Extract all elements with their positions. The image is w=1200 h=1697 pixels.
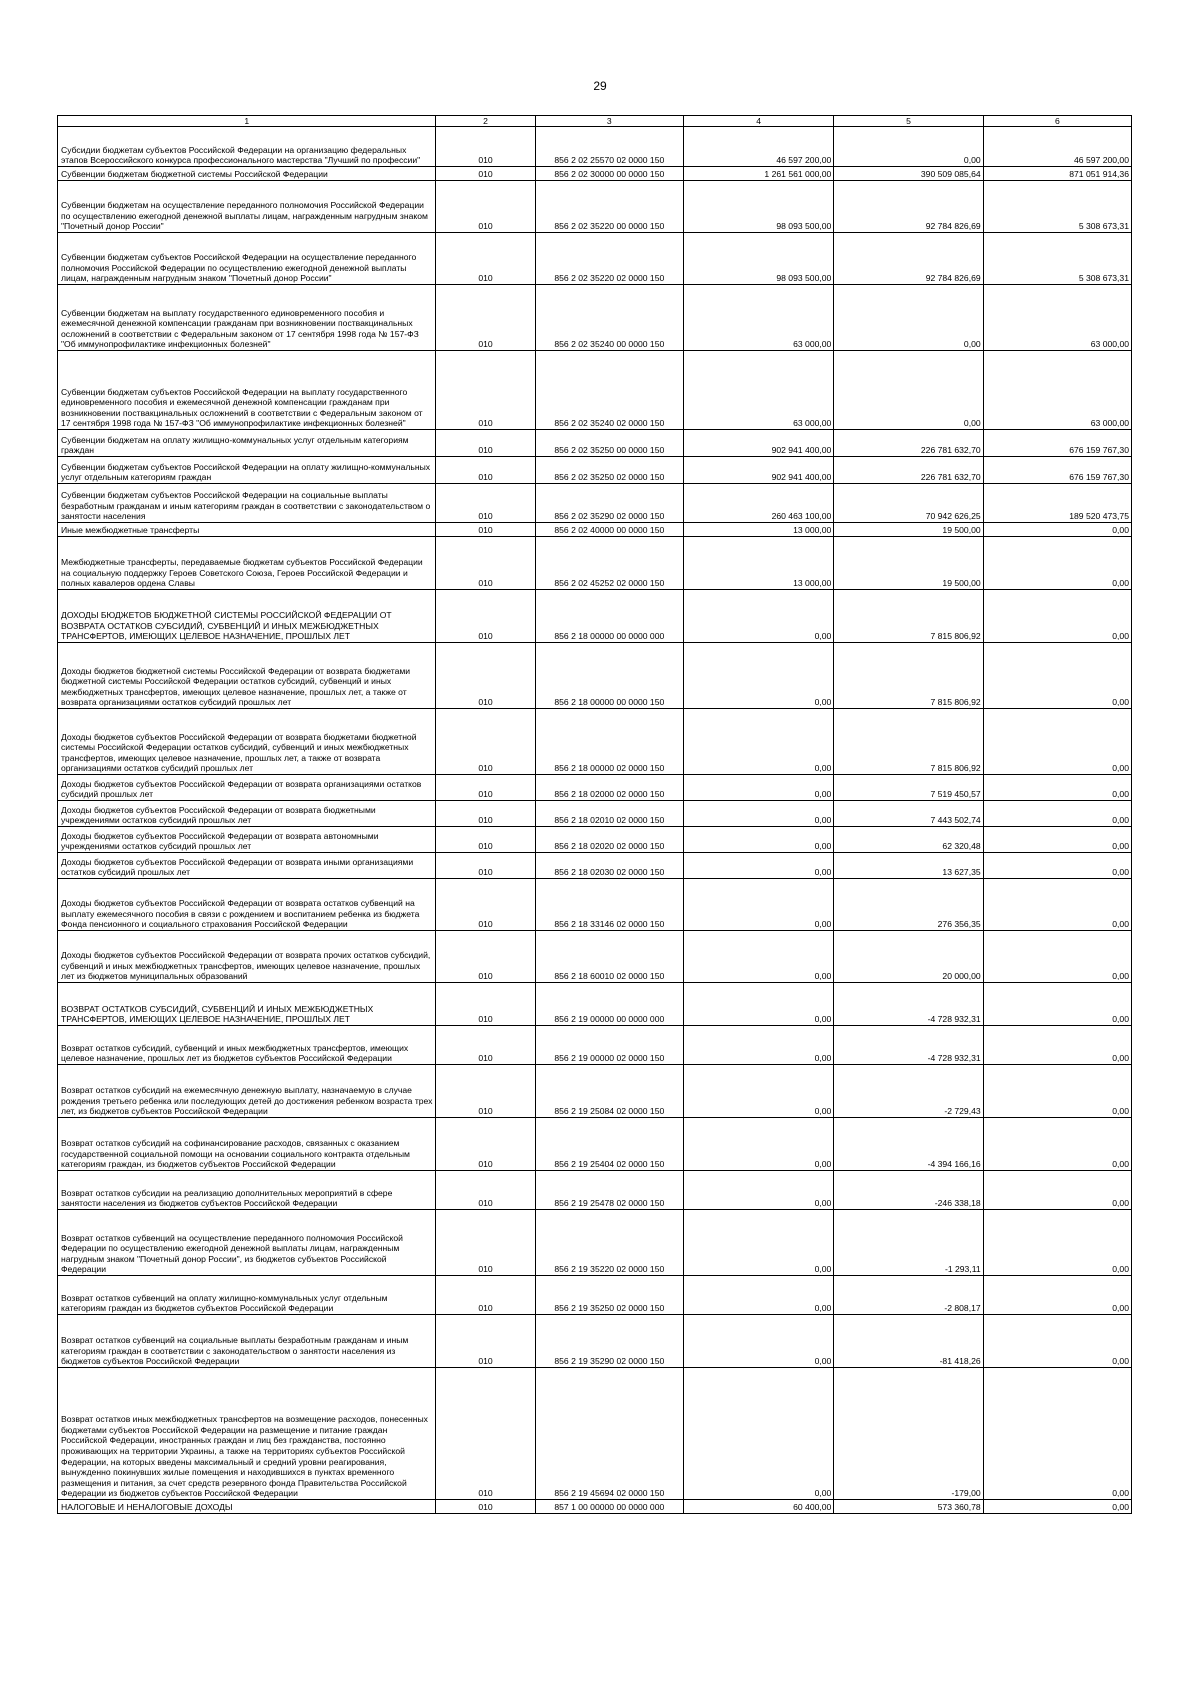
- row-line-code: 010: [436, 879, 535, 931]
- row-name: Доходы бюджетов субъектов Российской Федерации от возврата бюджетными учреждениями остатков субсидий прошлых лет: [58, 801, 436, 827]
- row-approved: 0,00: [683, 643, 833, 709]
- row-line-code: 010: [436, 1118, 535, 1171]
- row-income-code: 856 2 02 35220 02 0000 150: [535, 233, 683, 285]
- row-approved: 0,00: [683, 1118, 833, 1171]
- row-income-code: 856 2 02 30000 00 0000 150: [535, 167, 683, 181]
- row-line-code: 010: [436, 1026, 535, 1065]
- table-row: [58, 1210, 1132, 1276]
- row-name: Субсидии бюджетам субъектов Российской Федерации на организацию федеральных этапов Всероссийского конкурса профессионального мастерства "Лучший по профессии": [58, 127, 436, 167]
- row-income-code: 856 2 02 35250 02 0000 150: [535, 457, 683, 484]
- row-unexecuted: 871 051 914,36: [983, 167, 1131, 181]
- row-name: Субвенции бюджетам субъектов Российской Федерации на выплату государственного единовременного пособия и ежемесячной денежной компенсации гражданам при возникновении поствакцинальных осложнений в соответствии с Федеральным законом от 17 сентября 1998 года № 157-ФЗ "Об иммунопрофилактике инфекционных болезней": [58, 351, 436, 430]
- row-unexecuted: 0,00: [983, 709, 1131, 775]
- row-unexecuted: 0,00: [983, 1368, 1131, 1500]
- row-executed: 276 356,35: [834, 879, 983, 931]
- row-unexecuted: 0,00: [983, 1171, 1131, 1210]
- row-executed: 70 942 626,25: [834, 484, 983, 523]
- row-income-code: 856 2 18 02000 02 0000 150: [535, 775, 683, 801]
- row-executed: 0,00: [834, 285, 983, 351]
- row-name: Субвенции бюджетам на оплату жилищно-коммунальных услуг отдельным категориям граждан: [58, 430, 436, 457]
- column-header-4: 4: [683, 116, 833, 127]
- table-row: [58, 351, 1132, 430]
- row-approved: 98 093 500,00: [683, 181, 833, 233]
- row-unexecuted: 0,00: [983, 1315, 1131, 1368]
- row-income-code: 856 2 19 25404 02 0000 150: [535, 1118, 683, 1171]
- row-approved: 98 093 500,00: [683, 233, 833, 285]
- row-line-code: 010: [436, 1276, 535, 1315]
- row-line-code: 010: [436, 1065, 535, 1118]
- row-line-code: 010: [436, 351, 535, 430]
- row-approved: 63 000,00: [683, 285, 833, 351]
- row-name: Возврат остатков субвенций на социальные выплаты безработным гражданам и иным категориям граждан в соответствии с законодательством о занятости населения из бюджетов субъектов Российской Федерации: [58, 1315, 436, 1368]
- row-line-code: 010: [436, 1171, 535, 1210]
- row-unexecuted: 0,00: [983, 827, 1131, 853]
- row-line-code: 010: [436, 285, 535, 351]
- row-income-code: 856 2 18 00000 00 0000 150: [535, 643, 683, 709]
- column-header-1: 1: [58, 116, 436, 127]
- row-executed: 226 781 632,70: [834, 430, 983, 457]
- row-unexecuted: 0,00: [983, 1276, 1131, 1315]
- row-name: Возврат остатков субвенций на оплату жилищно-коммунальных услуг отдельным категориям граждан из бюджетов субъектов Российской Федерации: [58, 1276, 436, 1315]
- table-row: [58, 1065, 1132, 1118]
- row-line-code: 010: [436, 983, 535, 1026]
- page-number: 29: [593, 79, 607, 93]
- table-row: [58, 709, 1132, 775]
- row-name: Субвенции бюджетам бюджетной системы Российской Федерации: [58, 167, 436, 181]
- row-line-code: 010: [436, 484, 535, 523]
- row-name: Доходы бюджетов субъектов Российской Федерации от возврата иными организациями остатков субсидий прошлых лет: [58, 853, 436, 879]
- row-executed: -179,00: [834, 1368, 983, 1500]
- row-name: Субвенции бюджетам субъектов Российской Федерации на осуществление переданного полномочия Российской Федерации по осуществлению ежегодной денежной выплаты лицам, награжденным нагрудным знаком "Почетный донор России": [58, 233, 436, 285]
- row-approved: 0,00: [683, 853, 833, 879]
- row-executed: 7 815 806,92: [834, 643, 983, 709]
- row-approved: 0,00: [683, 775, 833, 801]
- row-income-code: 856 2 02 25570 02 0000 150: [535, 127, 683, 167]
- row-unexecuted: 676 159 767,30: [983, 430, 1131, 457]
- row-name: Межбюджетные трансферты, передаваемые бюджетам субъектов Российской Федерации на социальную поддержку Героев Советского Союза, Героев Российской Федерации и полных кавалеров ордена Славы: [58, 537, 436, 590]
- row-executed: -246 338,18: [834, 1171, 983, 1210]
- row-approved: 0,00: [683, 879, 833, 931]
- row-name: ВОЗВРАТ ОСТАТКОВ СУБСИДИЙ, СУБВЕНЦИЙ И ИНЫХ МЕЖБЮДЖЕТНЫХ ТРАНСФЕРТОВ, ИМЕЮЩИХ ЦЕЛЕВОЕ НАЗНАЧЕНИЕ, ПРОШЛЫХ ЛЕТ: [58, 983, 436, 1026]
- row-executed: 7 519 450,57: [834, 775, 983, 801]
- table-row: [58, 983, 1132, 1026]
- row-line-code: 010: [436, 430, 535, 457]
- row-approved: 0,00: [683, 1368, 833, 1500]
- row-executed: -81 418,26: [834, 1315, 983, 1368]
- column-header-3: 3: [535, 116, 683, 127]
- row-approved: 0,00: [683, 1065, 833, 1118]
- row-unexecuted: 0,00: [983, 853, 1131, 879]
- row-executed: 62 320,48: [834, 827, 983, 853]
- column-header-6: 6: [983, 116, 1131, 127]
- row-line-code: 010: [436, 643, 535, 709]
- row-unexecuted: 5 308 673,31: [983, 233, 1131, 285]
- row-executed: 573 360,78: [834, 1500, 983, 1514]
- row-name: ДОХОДЫ БЮДЖЕТОВ БЮДЖЕТНОЙ СИСТЕМЫ РОССИЙСКОЙ ФЕДЕРАЦИИ ОТ ВОЗВРАТА ОСТАТКОВ СУБСИДИЙ, СУБВЕНЦИЙ И ИНЫХ МЕЖБЮДЖЕТНЫХ ТРАНСФЕРТОВ, ИМЕЮЩИХ ЦЕЛЕВОЕ НАЗНАЧЕНИЕ, ПРОШЛЫХ ЛЕТ: [58, 590, 436, 643]
- row-income-code: 856 2 18 02020 02 0000 150: [535, 827, 683, 853]
- row-executed: 92 784 826,69: [834, 233, 983, 285]
- row-executed: -1 293,11: [834, 1210, 983, 1276]
- table-row: [58, 537, 1132, 590]
- row-line-code: 010: [436, 181, 535, 233]
- row-line-code: 010: [436, 233, 535, 285]
- row-unexecuted: 0,00: [983, 1065, 1131, 1118]
- row-executed: 390 509 085,64: [834, 167, 983, 181]
- row-name: НАЛОГОВЫЕ И НЕНАЛОГОВЫЕ ДОХОДЫ: [58, 1500, 436, 1514]
- row-executed: -4 728 932,31: [834, 983, 983, 1026]
- row-income-code: 856 2 18 02030 02 0000 150: [535, 853, 683, 879]
- row-unexecuted: 5 308 673,31: [983, 181, 1131, 233]
- row-unexecuted: 676 159 767,30: [983, 457, 1131, 484]
- row-executed: -4 728 932,31: [834, 1026, 983, 1065]
- row-executed: 0,00: [834, 127, 983, 167]
- row-executed: 13 627,35: [834, 853, 983, 879]
- row-income-code: 856 2 18 60010 02 0000 150: [535, 931, 683, 983]
- row-income-code: 856 2 19 35290 02 0000 150: [535, 1315, 683, 1368]
- row-unexecuted: 0,00: [983, 801, 1131, 827]
- row-line-code: 010: [436, 167, 535, 181]
- row-unexecuted: 0,00: [983, 537, 1131, 590]
- row-approved: 0,00: [683, 827, 833, 853]
- row-name: Возврат остатков субвенций на осуществление переданного полномочия Российской Федерации по осуществлению ежегодной денежной выплаты лицам, награжденным нагрудным знаком "Почетный донор России", из бюджетов субъектов Российской Федерации: [58, 1210, 436, 1276]
- row-income-code: 856 2 18 00000 00 0000 000: [535, 590, 683, 643]
- row-line-code: 010: [436, 827, 535, 853]
- row-line-code: 010: [436, 537, 535, 590]
- row-unexecuted: 0,00: [983, 1500, 1131, 1514]
- row-line-code: 010: [436, 523, 535, 537]
- row-approved: 0,00: [683, 1315, 833, 1368]
- row-approved: 0,00: [683, 1276, 833, 1315]
- row-line-code: 010: [436, 775, 535, 801]
- row-unexecuted: 0,00: [983, 1118, 1131, 1171]
- row-name: Доходы бюджетов субъектов Российской Федерации от возврата прочих остатков субсидий, субвенций и иных межбюджетных трансфертов, имеющих целевое назначение, прошлых лет из бюджетов муниципальных образований: [58, 931, 436, 983]
- row-income-code: 856 2 02 35290 02 0000 150: [535, 484, 683, 523]
- row-line-code: 010: [436, 709, 535, 775]
- row-unexecuted: 0,00: [983, 879, 1131, 931]
- row-income-code: 856 2 19 00000 00 0000 000: [535, 983, 683, 1026]
- row-unexecuted: 0,00: [983, 643, 1131, 709]
- row-income-code: 856 2 19 35250 02 0000 150: [535, 1276, 683, 1315]
- column-header-2: 2: [436, 116, 535, 127]
- row-unexecuted: 189 520 473,75: [983, 484, 1131, 523]
- report-table: [57, 115, 1132, 1514]
- row-executed: -2 729,43: [834, 1065, 983, 1118]
- row-unexecuted: 63 000,00: [983, 285, 1131, 351]
- row-approved: 63 000,00: [683, 351, 833, 430]
- row-name: Доходы бюджетов субъектов Российской Федерации от возврата автономными учреждениями остатков субсидий прошлых лет: [58, 827, 436, 853]
- row-approved: 0,00: [683, 1210, 833, 1276]
- row-income-code: 856 2 19 45694 02 0000 150: [535, 1368, 683, 1500]
- header-row: [58, 116, 1132, 127]
- row-executed: 7 443 502,74: [834, 801, 983, 827]
- row-income-code: 856 2 19 35220 02 0000 150: [535, 1210, 683, 1276]
- row-name: Субвенции бюджетам субъектов Российской Федерации на оплату жилищно-коммунальных услуг отдельным категориям граждан: [58, 457, 436, 484]
- row-line-code: 010: [436, 127, 535, 167]
- row-name: Субвенции бюджетам на выплату государственного единовременного пособия и ежемесячной денежной компенсации гражданам при возникновении поствакцинальных осложнений в соответствии с Федеральным законом от 17 сентября 1998 года № 157-ФЗ "Об иммунопрофилактике инфекционных болезней": [58, 285, 436, 351]
- row-approved: 13 000,00: [683, 523, 833, 537]
- row-income-code: 856 2 18 00000 02 0000 150: [535, 709, 683, 775]
- table-row: [58, 1368, 1132, 1500]
- table-row: [58, 181, 1132, 233]
- table-row: [58, 1276, 1132, 1315]
- row-income-code: 856 2 18 02010 02 0000 150: [535, 801, 683, 827]
- row-income-code: 856 2 02 35240 02 0000 150: [535, 351, 683, 430]
- table-row: [58, 523, 1132, 537]
- row-name: Доходы бюджетов субъектов Российской Федерации от возврата бюджетами бюджетной системы Российской Федерации остатков субсидий, субвенций и иных межбюджетных трансфертов, имеющих целевое назначение, прошлых лет, а также от возврата организациями остатков субсидий прошлых лет: [58, 709, 436, 775]
- table-row: [58, 1118, 1132, 1171]
- table-row: [58, 1500, 1132, 1514]
- table-row: [58, 285, 1132, 351]
- row-approved: 60 400,00: [683, 1500, 833, 1514]
- row-line-code: 010: [436, 931, 535, 983]
- row-executed: 0,00: [834, 351, 983, 430]
- row-name: Доходы бюджетов бюджетной системы Российской Федерации от возврата бюджетами бюджетной системы Российской Федерации остатков субсидий, субвенций и иных межбюджетных трансфертов, имеющих целевое назначение, прошлых лет, а также от возврата организациями остатков субсидий прошлых лет: [58, 643, 436, 709]
- row-executed: 7 815 806,92: [834, 709, 983, 775]
- row-line-code: 010: [436, 590, 535, 643]
- row-income-code: 856 2 18 33146 02 0000 150: [535, 879, 683, 931]
- row-approved: 0,00: [683, 1026, 833, 1065]
- table-row: [58, 484, 1132, 523]
- row-income-code: 856 2 02 35220 00 0000 150: [535, 181, 683, 233]
- row-income-code: 856 2 19 25084 02 0000 150: [535, 1065, 683, 1118]
- row-approved: 0,00: [683, 931, 833, 983]
- table-row: [58, 643, 1132, 709]
- row-name: Доходы бюджетов субъектов Российской Федерации от возврата остатков субвенций на выплату ежемесячного пособия в связи с рождением и воспитанием ребенка из бюджета Фонда пенсионного и социального страхования Российской Федерации: [58, 879, 436, 931]
- table-row: [58, 590, 1132, 643]
- row-income-code: 856 2 02 35240 00 0000 150: [535, 285, 683, 351]
- table-row: [58, 1026, 1132, 1065]
- row-name: Возврат остатков субсидий, субвенций и иных межбюджетных трансфертов, имеющих целевое назначение, прошлых лет из бюджетов субъектов Российской Федерации: [58, 1026, 436, 1065]
- table-row: [58, 1171, 1132, 1210]
- table-row: [58, 430, 1132, 457]
- row-approved: 0,00: [683, 983, 833, 1026]
- row-approved: 46 597 200,00: [683, 127, 833, 167]
- table-row: [58, 127, 1132, 167]
- row-income-code: 856 2 19 25478 02 0000 150: [535, 1171, 683, 1210]
- table-row: [58, 1315, 1132, 1368]
- row-executed: 92 784 826,69: [834, 181, 983, 233]
- row-line-code: 010: [436, 853, 535, 879]
- row-line-code: 010: [436, 1210, 535, 1276]
- row-executed: 7 815 806,92: [834, 590, 983, 643]
- row-income-code: 857 1 00 00000 00 0000 000: [535, 1500, 683, 1514]
- row-name: Доходы бюджетов субъектов Российской Федерации от возврата организациями остатков субсидий прошлых лет: [58, 775, 436, 801]
- row-approved: 0,00: [683, 1171, 833, 1210]
- row-name: Возврат остатков субсидий на софинансирование расходов, связанных с оказанием государственной социальной помощи на основании социального контракта отдельным категориям граждан, из бюджетов субъектов Российской Федерации: [58, 1118, 436, 1171]
- table-row: [58, 853, 1132, 879]
- row-line-code: 010: [436, 801, 535, 827]
- row-unexecuted: 0,00: [983, 775, 1131, 801]
- row-approved: 902 941 400,00: [683, 457, 833, 484]
- row-income-code: 856 2 02 45252 02 0000 150: [535, 537, 683, 590]
- table-row: [58, 775, 1132, 801]
- report-body: [58, 127, 1132, 1514]
- row-executed: 20 000,00: [834, 931, 983, 983]
- table-row: [58, 879, 1132, 931]
- row-name: Возврат остатков иных межбюджетных трансфертов на возмещение расходов, понесенных бюджетами субъектов Российской Федерации на размещение и питание граждан Российской Федерации, иностранных граждан и лиц без гражданства, постоянно проживающих на территории Украины, а также на территориях субъектов Российской Федерации, на которых введены максимальный и средний уровни реагирования, вынужденно покинувших жилые помещения и находившихся в пунктах временного размещения и питания, за счет средств резервного фонда Правительства Российской Федерации из бюджетов субъектов Российской Федерации: [58, 1368, 436, 1500]
- row-unexecuted: 63 000,00: [983, 351, 1131, 430]
- row-executed: 19 500,00: [834, 537, 983, 590]
- row-name: Субвенции бюджетам субъектов Российской Федерации на социальные выплаты безработным гражданам и иным категориям граждан в соответствии с законодательством о занятости населения: [58, 484, 436, 523]
- row-name: Возврат остатков субсидий на ежемесячную денежную выплату, назначаемую в случае рождения третьего ребенка или последующих детей до достижения ребенком возраста трех лет, из бюджетов субъектов Российской Федерации: [58, 1065, 436, 1118]
- row-name: Субвенции бюджетам на осуществление переданного полномочия Российской Федерации по осуществлению ежегодной денежной выплаты лицам, награжденным нагрудным знаком "Почетный донор России": [58, 181, 436, 233]
- row-approved: 0,00: [683, 801, 833, 827]
- table-row: [58, 801, 1132, 827]
- table-row: [58, 233, 1132, 285]
- row-unexecuted: 0,00: [983, 983, 1131, 1026]
- row-name: Иные межбюджетные трансферты: [58, 523, 436, 537]
- row-approved: 0,00: [683, 590, 833, 643]
- table-row: [58, 457, 1132, 484]
- row-approved: 1 261 561 000,00: [683, 167, 833, 181]
- table-row: [58, 931, 1132, 983]
- row-approved: 902 941 400,00: [683, 430, 833, 457]
- row-approved: 0,00: [683, 709, 833, 775]
- row-executed: 19 500,00: [834, 523, 983, 537]
- column-header-5: 5: [834, 116, 983, 127]
- table-row: [58, 827, 1132, 853]
- row-line-code: 010: [436, 1500, 535, 1514]
- row-executed: -4 394 166,16: [834, 1118, 983, 1171]
- row-approved: 13 000,00: [683, 537, 833, 590]
- table-row: [58, 167, 1132, 181]
- row-unexecuted: 0,00: [983, 523, 1131, 537]
- row-income-code: 856 2 19 00000 02 0000 150: [535, 1026, 683, 1065]
- row-executed: 226 781 632,70: [834, 457, 983, 484]
- row-income-code: 856 2 02 35250 00 0000 150: [535, 430, 683, 457]
- row-executed: -2 808,17: [834, 1276, 983, 1315]
- row-unexecuted: 0,00: [983, 1026, 1131, 1065]
- row-name: Возврат остатков субсидии на реализацию дополнительных мероприятий в сфере занятости населения из бюджетов субъектов Российской Федерации: [58, 1171, 436, 1210]
- row-unexecuted: 0,00: [983, 590, 1131, 643]
- row-line-code: 010: [436, 457, 535, 484]
- row-line-code: 010: [436, 1315, 535, 1368]
- row-unexecuted: 46 597 200,00: [983, 127, 1131, 167]
- row-line-code: 010: [436, 1368, 535, 1500]
- row-unexecuted: 0,00: [983, 1210, 1131, 1276]
- row-income-code: 856 2 02 40000 00 0000 150: [535, 523, 683, 537]
- row-approved: 260 463 100,00: [683, 484, 833, 523]
- row-unexecuted: 0,00: [983, 931, 1131, 983]
